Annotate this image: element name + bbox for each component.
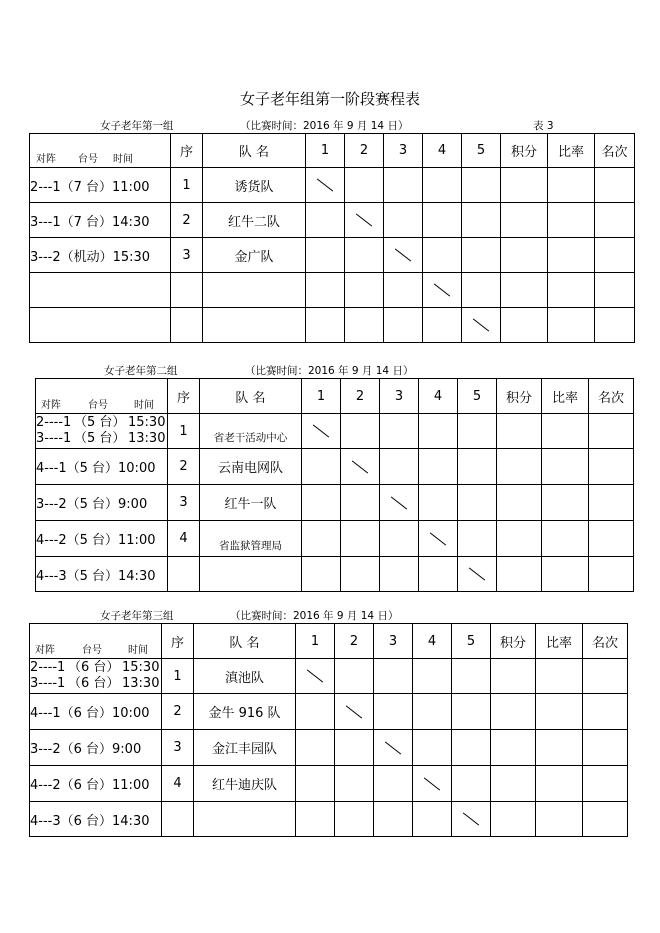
- seq-cell: 3: [168, 485, 200, 521]
- header-ratio: 比率: [548, 134, 595, 168]
- rank-cell: [595, 203, 635, 238]
- team-cell: 省老干活动中心: [200, 414, 302, 449]
- match-cell: [30, 273, 171, 308]
- score-cell: [423, 203, 462, 238]
- score-cell: [462, 273, 501, 308]
- team-cell: [203, 308, 306, 343]
- table-row: [36, 485, 634, 521]
- match-cell: 4---2（5 台）11:00: [36, 521, 168, 557]
- diagonal-cell: [462, 308, 501, 343]
- score-cell: [374, 802, 413, 837]
- match-cell: 3---2（6 台）9:00: [30, 730, 162, 766]
- table-row: [30, 659, 628, 694]
- score-cell: [345, 308, 384, 343]
- points-cell: [501, 273, 548, 308]
- group1-name: 女子老年第一组: [100, 120, 174, 132]
- score-cell: [341, 557, 380, 592]
- score-cell: [302, 485, 341, 521]
- diagonal-cell: [380, 485, 419, 521]
- score-cell: [413, 694, 452, 730]
- score-cell: [302, 449, 341, 485]
- group1-date: （比赛时间：2016 年 9 月 14 日）: [240, 120, 409, 132]
- score-cell: [384, 203, 423, 238]
- match-cell: [30, 308, 171, 343]
- ratio-cell: [536, 730, 583, 766]
- rank-cell: [595, 168, 635, 203]
- score-cell: [462, 203, 501, 238]
- table-row: [30, 238, 635, 273]
- match-pair: 2----1: [36, 415, 72, 430]
- rank-cell: [583, 694, 628, 730]
- seq-cell: 1: [162, 659, 194, 694]
- team-cell: [200, 557, 302, 592]
- header-col-4: 4: [419, 379, 458, 414]
- ratio-cell: [536, 694, 583, 730]
- header-points: 积分: [497, 379, 542, 414]
- score-cell: [380, 521, 419, 557]
- match-cell: 3---1（7 台）14:30: [30, 203, 171, 238]
- table-row: [30, 308, 635, 343]
- team-cell: 红牛二队: [203, 203, 306, 238]
- match-pair: 3----1: [36, 431, 72, 446]
- header-matchup: 对阵: [36, 154, 56, 165]
- score-cell: [306, 203, 345, 238]
- header-table-no: 台号: [82, 645, 102, 656]
- group3-name: 女子老年第三组: [100, 610, 174, 622]
- score-cell: [345, 168, 384, 203]
- points-cell: [501, 308, 548, 343]
- points-cell: [491, 802, 536, 837]
- diagonal-cell: [302, 414, 341, 449]
- group2-name: 女子老年第二组: [104, 365, 178, 377]
- group2-table: [35, 378, 634, 592]
- score-cell: [384, 168, 423, 203]
- score-cell: [413, 802, 452, 837]
- seq-cell: 1: [168, 414, 200, 449]
- header-col-1: 1: [302, 379, 341, 414]
- score-cell: [341, 521, 380, 557]
- header-col-5: 5: [462, 134, 501, 168]
- diagonal-cell: [419, 521, 458, 557]
- rank-cell: [589, 449, 634, 485]
- rank-cell: [595, 308, 635, 343]
- table-row: [36, 557, 634, 592]
- rank-cell: [583, 766, 628, 802]
- rank-cell: [589, 485, 634, 521]
- points-cell: [497, 557, 542, 592]
- match-cell: 3---2（5 台）9:00: [36, 485, 168, 521]
- ratio-cell: [548, 308, 595, 343]
- rank-cell: [589, 521, 634, 557]
- table-row: [30, 766, 628, 802]
- group2-date: （比赛时间：2016 年 9 月 14 日）: [245, 365, 414, 377]
- ratio-cell: [548, 273, 595, 308]
- score-cell: [306, 273, 345, 308]
- match-pair: 3----1: [30, 676, 66, 691]
- ratio-cell: [536, 766, 583, 802]
- points-cell: [491, 730, 536, 766]
- team-cell: 滇池队: [194, 659, 296, 694]
- points-cell: [501, 238, 548, 273]
- header-team: 队 名: [200, 379, 302, 414]
- header-points: 积分: [501, 134, 548, 168]
- diagonal-cell: [306, 168, 345, 203]
- header-seq: 序: [162, 624, 194, 659]
- ratio-cell: [542, 485, 589, 521]
- match-table: （6 台）: [68, 660, 120, 675]
- match-time: 15:30: [128, 415, 166, 430]
- points-cell: [497, 449, 542, 485]
- seq-cell: 1: [171, 168, 203, 203]
- ratio-cell: [542, 414, 589, 449]
- score-cell: [452, 659, 491, 694]
- rank-cell: [589, 414, 634, 449]
- table-row: [30, 730, 628, 766]
- group3-table: [29, 623, 628, 837]
- team-cell: 省监狱管理局: [200, 521, 302, 557]
- score-cell: [302, 521, 341, 557]
- score-cell: [384, 273, 423, 308]
- header-ratio: 比率: [542, 379, 589, 414]
- header-col-3: 3: [380, 379, 419, 414]
- header-seq: 序: [171, 134, 203, 168]
- score-cell: [423, 168, 462, 203]
- score-cell: [423, 308, 462, 343]
- seq-cell: 3: [171, 238, 203, 273]
- seq-cell: [171, 273, 203, 308]
- score-cell: [380, 449, 419, 485]
- score-cell: [374, 694, 413, 730]
- match-time: 13:30: [122, 676, 160, 691]
- points-cell: [491, 694, 536, 730]
- team-cell: [203, 273, 306, 308]
- points-cell: [491, 659, 536, 694]
- score-cell: [374, 659, 413, 694]
- ratio-cell: [542, 557, 589, 592]
- header-ratio: 比率: [536, 624, 583, 659]
- header-time: 时间: [113, 154, 133, 165]
- score-cell: [345, 238, 384, 273]
- points-cell: [501, 203, 548, 238]
- match-table: （5 台）: [74, 415, 126, 430]
- table-label: 表 3: [533, 120, 554, 132]
- header-col-2: 2: [335, 624, 374, 659]
- header-team: 队 名: [203, 134, 306, 168]
- seq-cell: [168, 557, 200, 592]
- table-row: [30, 802, 628, 837]
- match-cell: 4---1（5 台）10:00: [36, 449, 168, 485]
- score-cell: [419, 449, 458, 485]
- team-cell: 金广队: [203, 238, 306, 273]
- table-row: [30, 168, 635, 203]
- points-cell: [497, 521, 542, 557]
- header-col-4: 4: [413, 624, 452, 659]
- team-cell: 金江丰园队: [194, 730, 296, 766]
- seq-cell: 2: [162, 694, 194, 730]
- ratio-cell: [536, 659, 583, 694]
- header-col-1: 1: [306, 134, 345, 168]
- header-seq: 序: [168, 379, 200, 414]
- header-matchup-cell: [30, 624, 162, 659]
- diagonal-cell: [345, 203, 384, 238]
- diagonal-cell: [458, 557, 497, 592]
- score-cell: [458, 485, 497, 521]
- diagonal-cell: [423, 273, 462, 308]
- match-cell: 4---1（6 台）10:00: [30, 694, 162, 730]
- ratio-cell: [548, 203, 595, 238]
- score-cell: [452, 730, 491, 766]
- score-cell: [462, 168, 501, 203]
- score-cell: [462, 238, 501, 273]
- match-cell: [30, 659, 162, 694]
- header-row: [30, 624, 628, 659]
- points-cell: [497, 485, 542, 521]
- diagonal-cell: [452, 802, 491, 837]
- header-points: 积分: [491, 624, 536, 659]
- score-cell: [413, 659, 452, 694]
- points-cell: [497, 414, 542, 449]
- score-cell: [374, 766, 413, 802]
- table-row: [36, 414, 634, 449]
- header-rank: 名次: [583, 624, 628, 659]
- header-team: 队 名: [194, 624, 296, 659]
- match-table: （6 台）: [68, 676, 120, 691]
- team-cell: 金牛 916 队: [194, 694, 296, 730]
- score-cell: [419, 414, 458, 449]
- header-col-4: 4: [423, 134, 462, 168]
- match-table: （5 台）: [74, 431, 126, 446]
- ratio-cell: [548, 168, 595, 203]
- rank-cell: [583, 659, 628, 694]
- header-matchup-cell: [30, 134, 171, 168]
- ratio-cell: [536, 802, 583, 837]
- rank-cell: [595, 273, 635, 308]
- team-cell: 红牛一队: [200, 485, 302, 521]
- table-row: [30, 694, 628, 730]
- match-cell: 4---3（6 台）14:30: [30, 802, 162, 837]
- score-cell: [413, 730, 452, 766]
- seq-cell: [162, 802, 194, 837]
- score-cell: [458, 414, 497, 449]
- header-matchup: 对阵: [41, 400, 61, 411]
- rank-cell: [583, 730, 628, 766]
- header-col-2: 2: [341, 379, 380, 414]
- score-cell: [384, 308, 423, 343]
- table-row: [30, 203, 635, 238]
- ratio-cell: [548, 238, 595, 273]
- group3-date: （比赛时间：2016 年 9 月 14 日）: [230, 610, 399, 622]
- score-cell: [452, 766, 491, 802]
- seq-cell: 2: [171, 203, 203, 238]
- header-col-5: 5: [458, 379, 497, 414]
- rank-cell: [589, 557, 634, 592]
- score-cell: [341, 485, 380, 521]
- seq-cell: 3: [162, 730, 194, 766]
- score-cell: [296, 730, 335, 766]
- score-cell: [296, 802, 335, 837]
- header-row: [30, 134, 635, 168]
- header-matchup: 对阵: [35, 645, 55, 656]
- team-cell: 红牛迪庆队: [194, 766, 296, 802]
- header-matchup-cell: [36, 379, 168, 414]
- header-col-3: 3: [374, 624, 413, 659]
- match-cell: 4---3（5 台）14:30: [36, 557, 168, 592]
- points-cell: [501, 168, 548, 203]
- score-cell: [335, 659, 374, 694]
- score-cell: [335, 802, 374, 837]
- header-rank: 名次: [589, 379, 634, 414]
- match-cell: [36, 414, 168, 449]
- header-col-3: 3: [384, 134, 423, 168]
- match-cell: 3---2（机动）15:30: [30, 238, 171, 273]
- match-cell: 4---2（6 台）11:00: [30, 766, 162, 802]
- score-cell: [423, 238, 462, 273]
- score-cell: [419, 557, 458, 592]
- score-cell: [380, 414, 419, 449]
- header-col-2: 2: [345, 134, 384, 168]
- rank-cell: [595, 238, 635, 273]
- match-cell: 2---1（7 台）11:00: [30, 168, 171, 203]
- seq-cell: 2: [168, 449, 200, 485]
- score-cell: [380, 557, 419, 592]
- match-time: 15:30: [122, 660, 160, 675]
- score-cell: [345, 273, 384, 308]
- diagonal-cell: [374, 730, 413, 766]
- table-row: [30, 273, 635, 308]
- header-col-1: 1: [296, 624, 335, 659]
- rank-cell: [583, 802, 628, 837]
- diagonal-cell: [384, 238, 423, 273]
- match-time: 13:30: [128, 431, 166, 446]
- header-col-5: 5: [452, 624, 491, 659]
- score-cell: [335, 730, 374, 766]
- score-cell: [341, 414, 380, 449]
- points-cell: [491, 766, 536, 802]
- team-cell: 云南电网队: [200, 449, 302, 485]
- seq-cell: 4: [168, 521, 200, 557]
- team-cell: 诱货队: [203, 168, 306, 203]
- diagonal-cell: [413, 766, 452, 802]
- header-table-no: 台号: [88, 400, 108, 411]
- score-cell: [306, 308, 345, 343]
- score-cell: [419, 485, 458, 521]
- page-title: 女子老年组第一阶段赛程表: [239, 90, 420, 108]
- diagonal-cell: [296, 659, 335, 694]
- score-cell: [458, 521, 497, 557]
- score-cell: [306, 238, 345, 273]
- score-cell: [458, 449, 497, 485]
- score-cell: [302, 557, 341, 592]
- header-table-no: 台号: [78, 154, 98, 165]
- score-cell: [296, 766, 335, 802]
- match-pair: 2----1: [30, 660, 66, 675]
- header-row: [36, 379, 634, 414]
- team-cell: [194, 802, 296, 837]
- ratio-cell: [542, 521, 589, 557]
- seq-cell: [171, 308, 203, 343]
- seq-cell: 4: [162, 766, 194, 802]
- score-cell: [335, 766, 374, 802]
- diagonal-cell: [335, 694, 374, 730]
- table-row: [36, 521, 634, 557]
- header-time: 时间: [128, 645, 148, 656]
- table-row: [36, 449, 634, 485]
- header-rank: 名次: [595, 134, 635, 168]
- score-cell: [296, 694, 335, 730]
- score-cell: [452, 694, 491, 730]
- header-time: 时间: [134, 400, 154, 411]
- ratio-cell: [542, 449, 589, 485]
- group1-table: [29, 133, 635, 343]
- diagonal-cell: [341, 449, 380, 485]
